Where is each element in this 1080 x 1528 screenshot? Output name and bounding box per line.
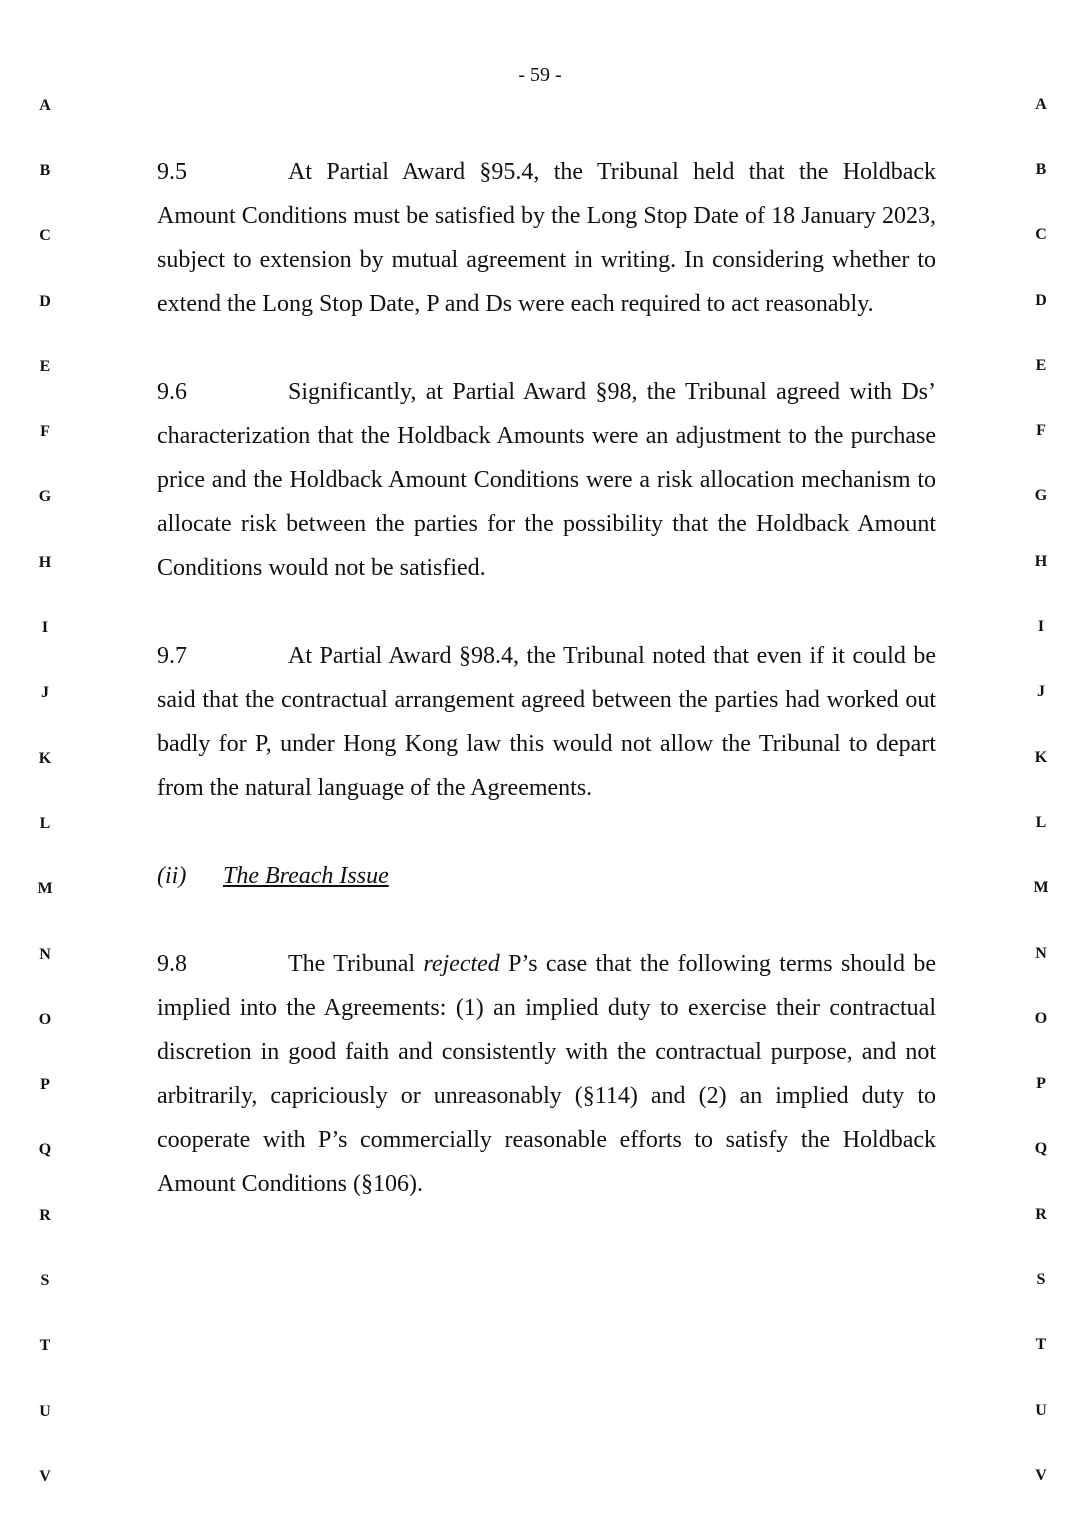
margin-letter-s: S (40, 1272, 50, 1289)
paragraph-9-5 (157, 150, 936, 326)
margin-letter-g: G (38, 488, 52, 505)
margin-letter-q: Q (38, 1141, 52, 1158)
emphasis-rejected: rejected (423, 951, 500, 977)
margin-letter-u: U (1035, 1402, 1047, 1419)
margin-letter-b: B (39, 162, 51, 179)
margin-letter-u: U (39, 1403, 51, 1420)
margin-letter-v: V (1035, 1467, 1047, 1484)
margin-letter-c: C (39, 227, 51, 244)
margin-letter-v: V (39, 1468, 51, 1485)
margin-letter-m: M (37, 880, 53, 897)
margin-letter-g: G (1034, 487, 1048, 504)
section-title: The Breach Issue (223, 863, 389, 889)
margin-letter-i: I (1037, 618, 1045, 635)
margin-letter-d: D (39, 293, 51, 310)
margin-letter-n: N (1035, 945, 1047, 962)
margin-letter-i: I (41, 619, 49, 636)
margin-letter-f: F (1036, 422, 1046, 439)
margin-letter-k: K (38, 750, 52, 767)
margin-letter-j: J (1037, 683, 1045, 700)
margin-letter-n: N (39, 946, 51, 963)
paragraph-9-7 (157, 634, 936, 810)
margin-letter-r: R (1035, 1206, 1047, 1223)
paragraph-number: 9.6 (157, 379, 187, 405)
margin-letter-a: A (1035, 96, 1047, 113)
paragraph-text: At Partial Award §95.4, the Tribunal held that the Holdback Amount Conditions must be satisfied by the Long Stop Date of 18 January 2023, subject to extension by mutual agreement in writing. In considering whether to extend the Long Stop Date, P and Ds were each required to act reasonably. (157, 159, 936, 317)
margin-letter-t: T (39, 1337, 51, 1354)
margin-letter-l: L (39, 815, 51, 832)
paragraph-text: At Partial Award §98.4, the Tribunal noted that even if it could be said that the contractual arrangement agreed between the parties had worked out badly for P, under Hong Kong law this would not allow the Tribunal to depart from the natural language of the Agreements. (157, 643, 936, 801)
margin-letter-e: E (39, 358, 51, 375)
margin-letter-a: A (39, 97, 51, 114)
section-number: (ii) (157, 863, 187, 889)
right-margin-letters (1026, 0, 1056, 1528)
margin-letter-e: E (1035, 357, 1047, 374)
margin-letter-m: M (1033, 879, 1049, 896)
margin-letter-l: L (1035, 814, 1047, 831)
margin-letter-j: J (41, 684, 49, 701)
paragraph-text-end: P’s case that the following terms should be implied into the Agreements: (1) an implied duty to exercise their contractual discretion in good faith and consistently with the contractual purpose, and not arbitrarily, capriciously or unreasonably (§114) and (2) an implied duty to cooperate with P’s commercially reasonable efforts to satisfy the Holdback Amount Conditions (§106). (157, 951, 936, 1197)
margin-letter-p: P (1036, 1075, 1046, 1092)
margin-letter-q: Q (1034, 1140, 1048, 1157)
margin-letter-h: H (1034, 553, 1048, 570)
document-body (157, 150, 936, 1250)
margin-letter-r: R (39, 1207, 51, 1224)
paragraph-9-8 (157, 942, 936, 1206)
margin-letter-f: F (40, 423, 50, 440)
margin-letter-c: C (1035, 226, 1047, 243)
left-margin-letters (30, 0, 60, 1528)
margin-letter-p: P (40, 1076, 50, 1093)
margin-letter-t: T (1035, 1336, 1047, 1353)
margin-letter-o: O (38, 1011, 52, 1028)
margin-letter-d: D (1035, 292, 1047, 309)
margin-letter-k: K (1034, 749, 1048, 766)
section-heading (157, 854, 936, 898)
paragraph-number: 9.8 (157, 951, 187, 977)
paragraph-text: Significantly, at Partial Award §98, the Tribunal agreed with Ds’ characterization that the Holdback Amounts were an adjustment to the purchase price and the Holdback Amount Conditions were a risk allocation mechanism to allocate risk between the parties for the possibility that the Holdback Amount Conditions would not be satisfied. (157, 379, 936, 581)
paragraph-9-6 (157, 370, 936, 590)
margin-letter-b: B (1035, 161, 1047, 178)
paragraph-text-start: The Tribunal (288, 951, 424, 977)
paragraph-number: 9.5 (157, 159, 187, 185)
margin-letter-o: O (1034, 1010, 1048, 1027)
margin-letter-s: S (1036, 1271, 1046, 1288)
margin-letter-h: H (38, 554, 52, 571)
paragraph-number: 9.7 (157, 643, 187, 669)
page-number: - 59 - (518, 64, 562, 86)
